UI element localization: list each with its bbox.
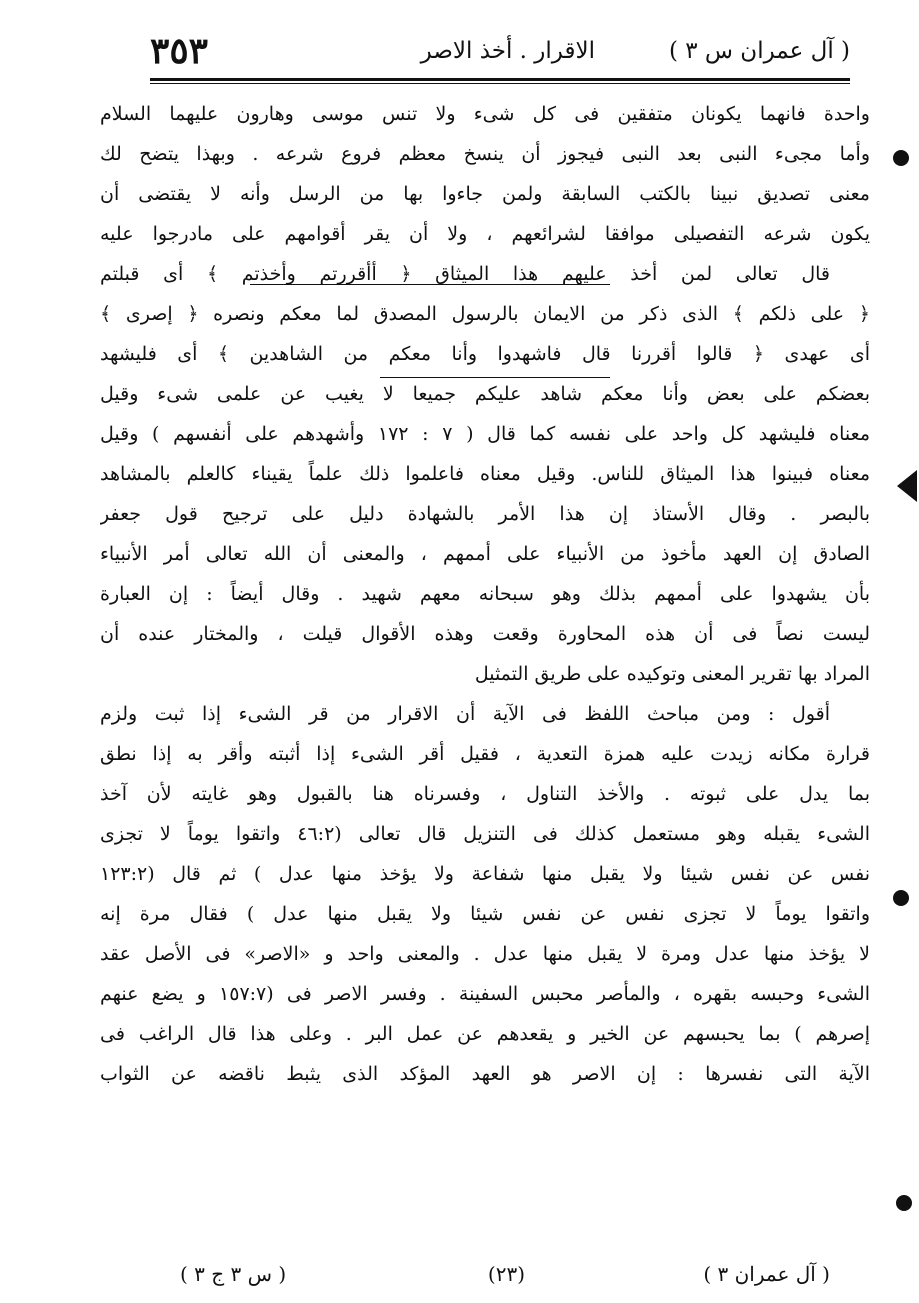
- header-rule: [150, 78, 850, 84]
- page-footer: [180, 1262, 830, 1292]
- text-line: أقول : ومن مباحث اللفظ فى الآية أن الاقرار من قر الشىء إذا ثبت ولزم: [100, 703, 830, 725]
- text-line: قرارة مكانه زيدت عليه همزة التعدية ، فقيل أقر الشىء إذا أثبته وأقر به إذا نطق: [100, 743, 870, 765]
- verse-underline: [380, 377, 610, 378]
- text-line: إصرهم ) بما يحبسهم عن الخير و يقعدهم عن عمل البر . وعلى هذا قال الراغب فى: [100, 1023, 870, 1045]
- binding-hole-mark: [893, 150, 909, 166]
- verse-underline: [250, 284, 610, 285]
- text-line: بأن يشهدوا على أممهم بذلك وهو سبحانه معهم شهيد . وقال أيضاً : إن العبارة: [100, 583, 870, 605]
- text-line: الآية التى نفسرها : إن الاصر هو العهد المؤكد الذى يثبط ناقضه عن الثواب: [100, 1063, 870, 1085]
- text-line: واتقوا يوماً لا تجزى نفس عن نفس شيئا ولا يقبل منها عدل ) فقال مرة إنه: [100, 903, 870, 925]
- text-line: قال تعالى لمن أخذ عليهم هذا الميثاق ﴿ أأقررتم وأخذتم ﴾ أى قبلتم: [100, 263, 830, 285]
- text-line: وأما مجىء النبى بعد النبى فيجوز أن ينسخ معظم فروع شرعه . وبهذا يتضح لك: [100, 143, 870, 165]
- text-line: ﴿ على ذلكم ﴾ الذى ذكر من الايمان بالرسول المصدق لما معكم ونصره ﴿ إصرى ﴾: [100, 303, 870, 325]
- text-line: يكون شرعه التفصيلى موافقا لشرائعهم ، ولا أن يقر أقوامهم على مادرجوا عليه: [100, 223, 870, 245]
- text-line: معنى تصديق نبينا بالكتب السابقة ولمن جاءوا بها من الرسل وأنه لا يقتضى أن: [100, 183, 870, 205]
- text-line: بما يدل على ثبوته . والأخذ التناول ، وفسرناه هنا بالقبول وهو غايته لأن آخذ: [100, 783, 870, 805]
- text-line: الشىء وحبسه بقهره ، والمأصر محبس السفينة . وفسر الاصر فى (١٥٧:٧ و يضع عنهم: [100, 983, 870, 1005]
- text-line: الشىء يقبله وهو مستعمل كذلك فى التنزيل قال تعالى (٤٦:٢ واتقوا يوماً لا تجزى: [100, 823, 870, 845]
- text-line: المراد بها تقرير المعنى وتوكيده على طريق التمثيل: [474, 663, 870, 685]
- running-header: [150, 30, 850, 74]
- text-line: بالبصر . وقال الأستاذ إن هذا الأمر بالشهادة دليل على ترجيح قول جعفر: [100, 503, 870, 525]
- header-surah: ( آل عمران س ٣ ): [668, 38, 850, 64]
- text-line: لا يؤخذ منها عدل ومرة لا يقبل منها عدل . والمعنى واحد و «الاصر» فى الأصل عقد: [100, 943, 870, 965]
- text-line: بعضكم على بعض وأنا معكم شاهد عليكم جميعا لا يغيب عن علمى شىء وقيل: [100, 383, 870, 405]
- text-line: ليست نصاً فى أن هذه المحاورة وقعت وهذه الأقوال قيلت ، والمختار عنده أن: [100, 623, 870, 645]
- body-text: [100, 94, 870, 1094]
- page-number: ٣٥٣: [150, 30, 209, 72]
- text-line: معناه فليشهد كل واحد على نفسه كما قال ( ٧ : ١٧٢ وأشهدهم على أنفسهم ) وقيل: [100, 423, 870, 445]
- text-line: معناه فبينوا هذا الميثاق للناس. وقيل معناه فاعلموا ذلك علماً يقيناء كالعلم بالمشاهد: [100, 463, 870, 485]
- text-line: نفس عن نفس شيئا ولا يقبل منها شفاعة ولا يؤخذ منها عدل ) ثم قال (١٢٣:٢: [100, 863, 870, 885]
- binding-hole-mark: [893, 890, 909, 906]
- header-topic: الاقرار . أخذ الاصر: [420, 38, 595, 64]
- sheet-number: (٢٣): [487, 1262, 525, 1286]
- printer-signature: ( س ٣ ج ٣ ): [180, 1262, 287, 1286]
- binding-hole-mark: [896, 1195, 912, 1211]
- text-line: أى عهدى ﴿ قالوا أقررنا قال فاشهدوا وأنا معكم من الشاهدين ﴾ أى فليشهد: [100, 343, 870, 365]
- footer-surah: ( آل عمران ٣ ): [703, 1262, 830, 1286]
- text-line: الصادق إن العهد مأخوذ من الأنبياء على أممهم ، والمعنى أن الله تعالى أمر الأنبياء: [100, 543, 870, 565]
- text-line: واحدة فانهما يكونان متفقين فى كل شىء ولا تنس موسى وهارون عليهما السلام: [100, 103, 870, 125]
- page-edge-mark: [897, 470, 917, 502]
